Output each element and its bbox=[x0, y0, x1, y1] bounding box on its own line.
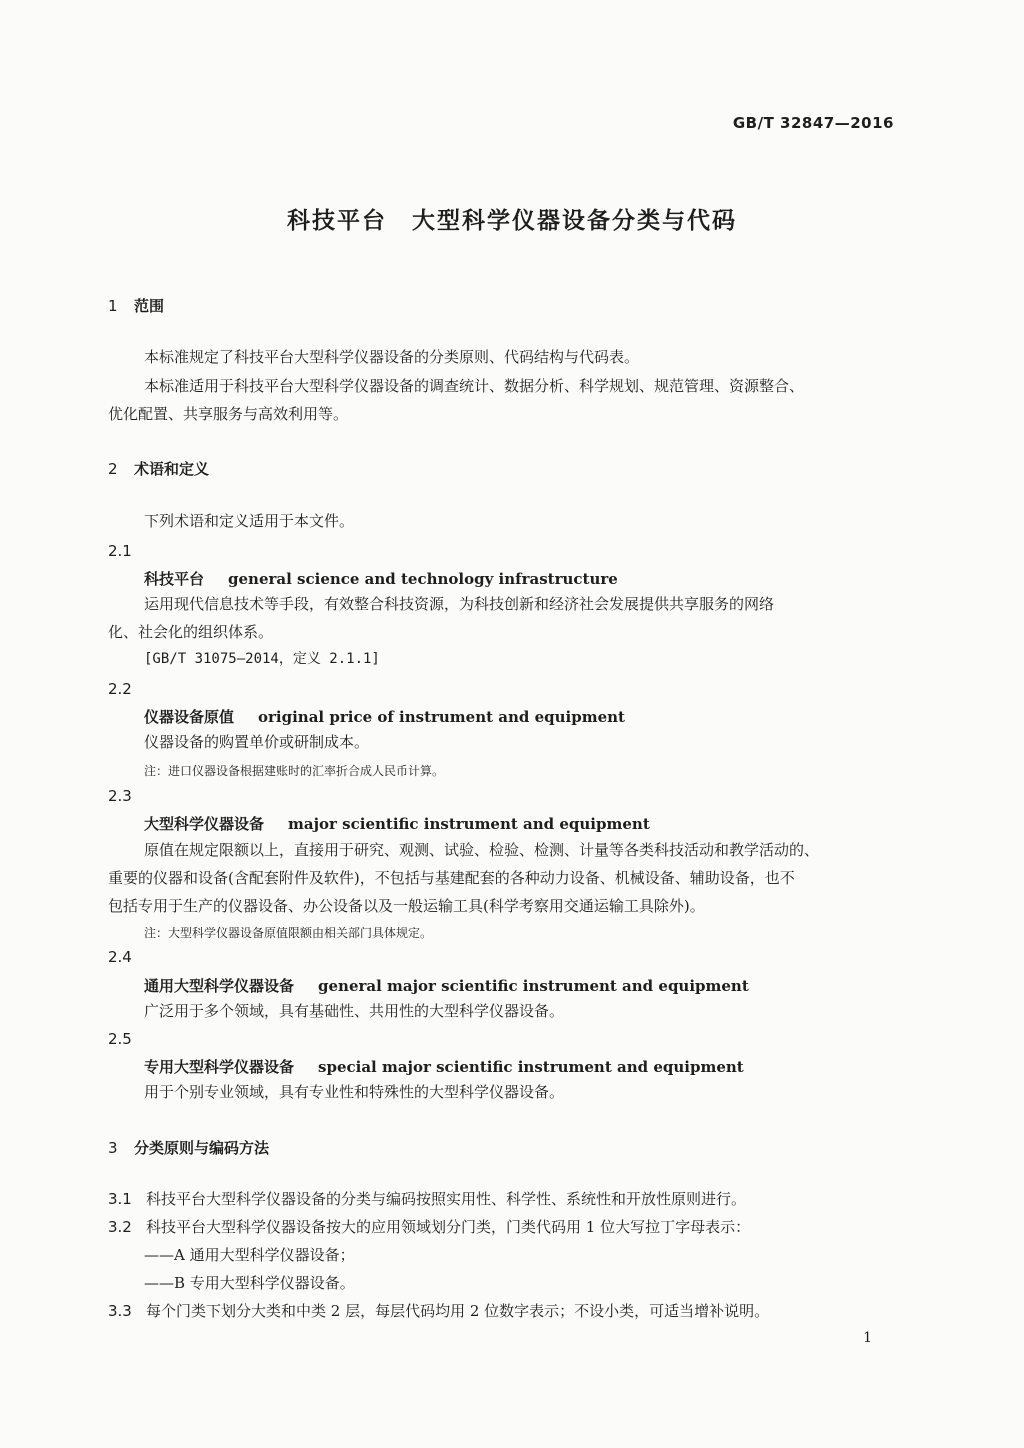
standard-number: GB/T 32847—2016 bbox=[732, 114, 894, 132]
section-title: 分类原则与编码方法 bbox=[134, 1139, 270, 1157]
term-chinese: 科技平台 bbox=[144, 570, 205, 588]
page-number: 1 bbox=[863, 1330, 872, 1346]
term-definition-line: 包括专用于生产的仪器设备、办公设备以及一般运输工具(科学考察用交通运输工具除外)。 bbox=[108, 897, 705, 915]
scope-paragraph-1: 本标准规定了科技平台大型科学仪器设备的分类原则、代码结构与代码表。 bbox=[144, 348, 640, 366]
term-entry bbox=[144, 568, 618, 589]
section-title: 范围 bbox=[134, 297, 165, 315]
clause-text: 科技平台大型科学仪器设备的分类与编码按照实用性、科学性、系统性和开放性原则进行。 bbox=[146, 1190, 747, 1208]
term-entry bbox=[144, 1056, 744, 1077]
clause-3-3 bbox=[108, 1298, 908, 1325]
section-heading-classification bbox=[108, 1137, 269, 1158]
term-english: general science and technology infrastructure bbox=[228, 570, 618, 588]
section-heading-terms bbox=[108, 458, 209, 479]
clause-number: 3.3 bbox=[108, 1302, 132, 1320]
section-number: 1 bbox=[108, 297, 118, 315]
scope-paragraph-2-line-1: 本标准适用于科技平台大型科学仪器设备的调查统计、数据分析、科学规划、规范管理、资源整合、 bbox=[144, 377, 805, 395]
document-title: 科技平台 大型科学仪器设备分类与代码 bbox=[287, 208, 737, 234]
list-item: ——A 通用大型科学仪器设备； bbox=[144, 1246, 355, 1264]
clause-3-1 bbox=[108, 1186, 908, 1213]
term-number: 2.3 bbox=[108, 787, 132, 805]
section-number: 2 bbox=[108, 460, 118, 478]
term-note: 注：进口仪器设备根据建账时的汇率折合成人民币计算。 bbox=[144, 764, 445, 778]
term-definition-line: 原值在规定限额以上，直接用于研究、观测、试验、检验、检测、计量等各类科技活动和教学活动的、 bbox=[144, 841, 820, 859]
clause-number: 3.2 bbox=[108, 1218, 132, 1236]
term-definition-line: 化、社会化的组织体系。 bbox=[108, 623, 274, 641]
term-english: special major scientific instrument and equipment bbox=[318, 1058, 744, 1076]
section-number: 3 bbox=[108, 1139, 118, 1157]
clause-3-2 bbox=[108, 1214, 908, 1241]
term-english: major scientific instrument and equipment bbox=[288, 815, 650, 833]
clause-number: 3.1 bbox=[108, 1190, 132, 1208]
term-english: original price of instrument and equipment bbox=[258, 708, 625, 726]
scope-paragraph-2-line-2: 优化配置、共享服务与高效利用等。 bbox=[108, 405, 349, 423]
term-number: 2.1 bbox=[108, 542, 132, 560]
term-number: 2.2 bbox=[108, 680, 132, 698]
term-number: 2.5 bbox=[108, 1030, 132, 1048]
term-source: [GB/T 31075—2014，定义 2.1.1] bbox=[144, 651, 380, 667]
term-chinese: 专用大型科学仪器设备 bbox=[144, 1058, 295, 1076]
term-english: general major scientific instrument and equipment bbox=[318, 977, 749, 995]
term-definition-line: 广泛用于多个领域，具有基础性、共用性的大型科学仪器设备。 bbox=[144, 1002, 565, 1020]
list-item: ——B 专用大型科学仪器设备。 bbox=[144, 1274, 355, 1292]
term-chinese: 通用大型科学仪器设备 bbox=[144, 977, 295, 995]
term-entry bbox=[144, 975, 749, 996]
clause-text: 科技平台大型科学仪器设备按大的应用领域划分门类，门类代码用 1 位大写拉丁字母表示： bbox=[146, 1218, 751, 1236]
term-definition-line: 用于个别专业领域，具有专业性和特殊性的大型科学仪器设备。 bbox=[144, 1083, 565, 1101]
clause-text: 每个门类下划分大类和中类 2 层，每层代码均用 2 位数字表示；不设小类，可适当增补说明。 bbox=[146, 1302, 770, 1320]
term-entry bbox=[144, 813, 650, 834]
term-definition-line: 运用现代信息技术等手段，有效整合科技资源，为科技创新和经济社会发展提供共享服务的网络 bbox=[144, 595, 775, 613]
term-definition-line: 重要的仪器和设备(含配套附件及软件)，不包括与基建配套的各种动力设备、机械设备、辅助设备，也不 bbox=[108, 869, 795, 887]
term-chinese: 仪器设备原值 bbox=[144, 708, 235, 726]
term-chinese: 大型科学仪器设备 bbox=[144, 815, 265, 833]
terms-intro: 下列术语和定义适用于本文件。 bbox=[144, 512, 355, 530]
section-title: 术语和定义 bbox=[134, 460, 210, 478]
term-definition-line: 仪器设备的购置单价或研制成本。 bbox=[144, 733, 370, 751]
section-heading-scope bbox=[108, 295, 164, 316]
term-number: 2.4 bbox=[108, 948, 132, 966]
term-note: 注：大型科学仪器设备原值限额由相关部门具体规定。 bbox=[144, 926, 433, 940]
term-entry bbox=[144, 706, 625, 727]
